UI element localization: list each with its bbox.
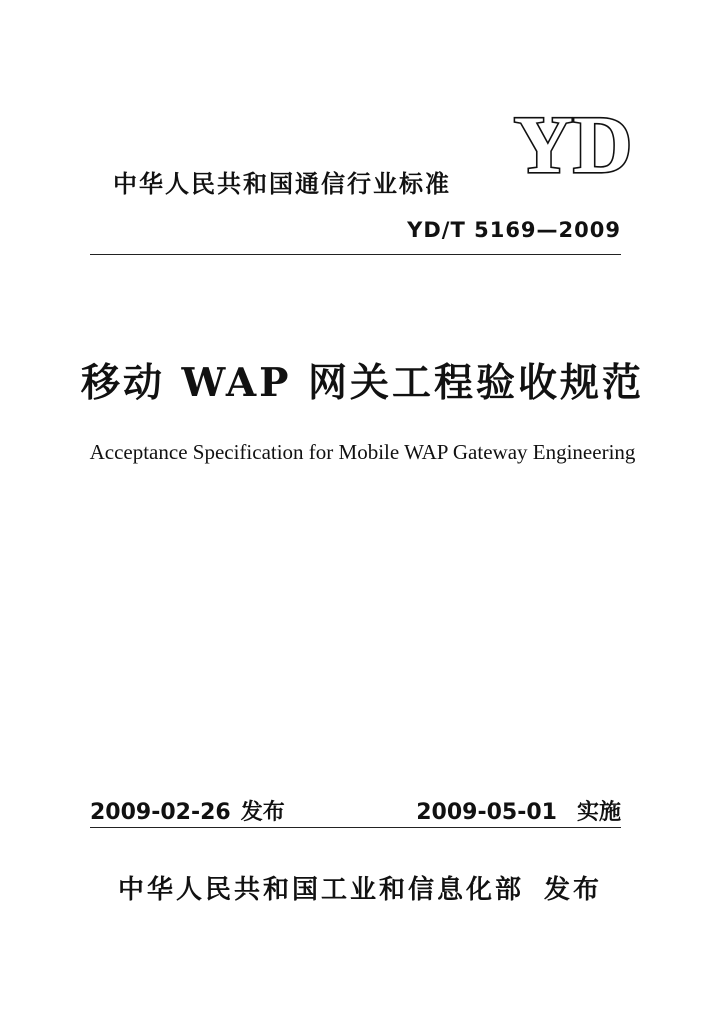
industry-standard-label: 中华人民共和国通信行业标准 (113, 170, 451, 198)
publisher-line (118, 869, 602, 906)
issue-date-line (90, 795, 285, 826)
publisher-name: 中华人民共和国工业和信息化部 (118, 875, 525, 905)
yd-logo (508, 104, 638, 184)
publisher-action: 发布 (544, 875, 603, 905)
yd-logo-text: YD (513, 104, 633, 184)
document-title-english: Acceptance Specification for Mobile WAP Gateway Engineering (89, 440, 636, 464)
implementation-date-line (416, 795, 621, 826)
implementation-date: 2009-05-01 (416, 800, 557, 825)
footer-divider (90, 827, 621, 828)
document-title-chinese: 移动 WAP 网关工程验收规范 (80, 360, 645, 406)
implementation-label: 实施 (576, 800, 621, 825)
issue-date: 2009-02-26 (90, 800, 231, 825)
header-divider (90, 254, 621, 255)
issue-label: 发布 (240, 800, 285, 825)
standard-number: YD/T 5169—2009 (407, 218, 621, 242)
